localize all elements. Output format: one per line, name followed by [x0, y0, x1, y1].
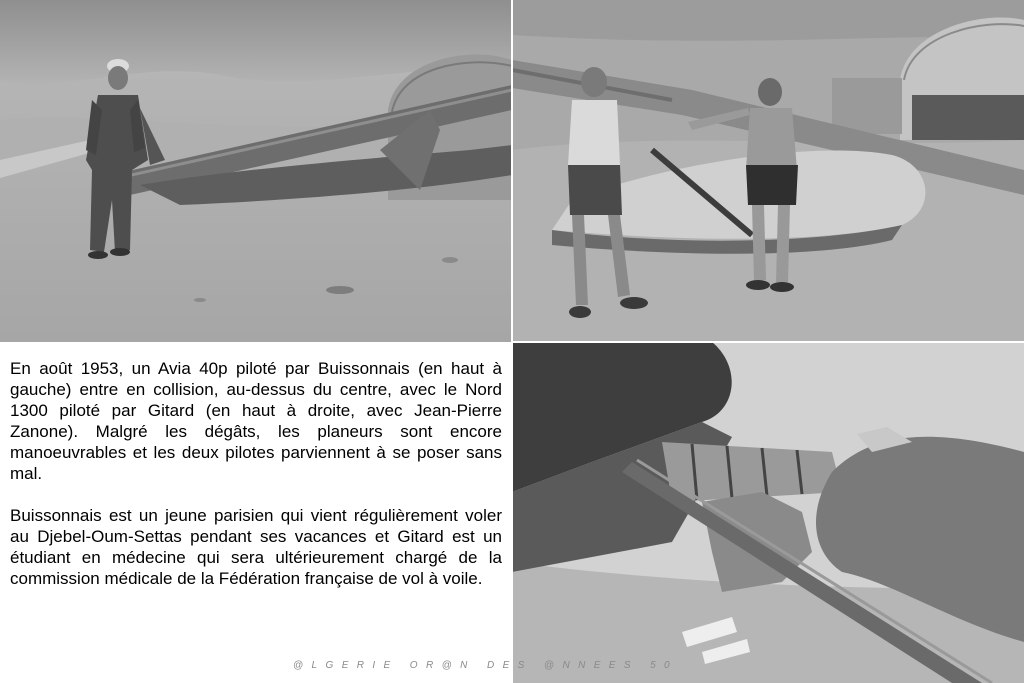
photo-wing-damage	[512, 342, 1024, 683]
caption-paragraph-1: En août 1953, un Avia 40p piloté par Buissonnais (en haut à gauche) entre en collision, au-dessus du centre, avec le Nord 1300 piloté par Gitard (en haut à droite, avec Jean-Pierre Zanone). Malgré les dégâts, les planeurs sont encore manoeuvrables et les deux pilotes parviennent à se poser sans mal.	[10, 359, 502, 483]
photo-glider-pilot	[0, 0, 512, 342]
caption-paragraph-2: Buissonnais est un jeune parisien qui vient régulièrement voler au Djebel-Oum-Settas pendant ses vacances et Gitard est un étudiant en médecine qui sera ultérieurement chargé de la commission médicale de la Fédération française de vol à voile.	[10, 506, 502, 588]
caption-text	[10, 358, 502, 610]
photo-two-men-glider	[512, 0, 1024, 342]
horizontal-divider	[512, 341, 1024, 343]
watermark: @LGERIE OR@N DES @NNEES 50	[293, 660, 679, 671]
